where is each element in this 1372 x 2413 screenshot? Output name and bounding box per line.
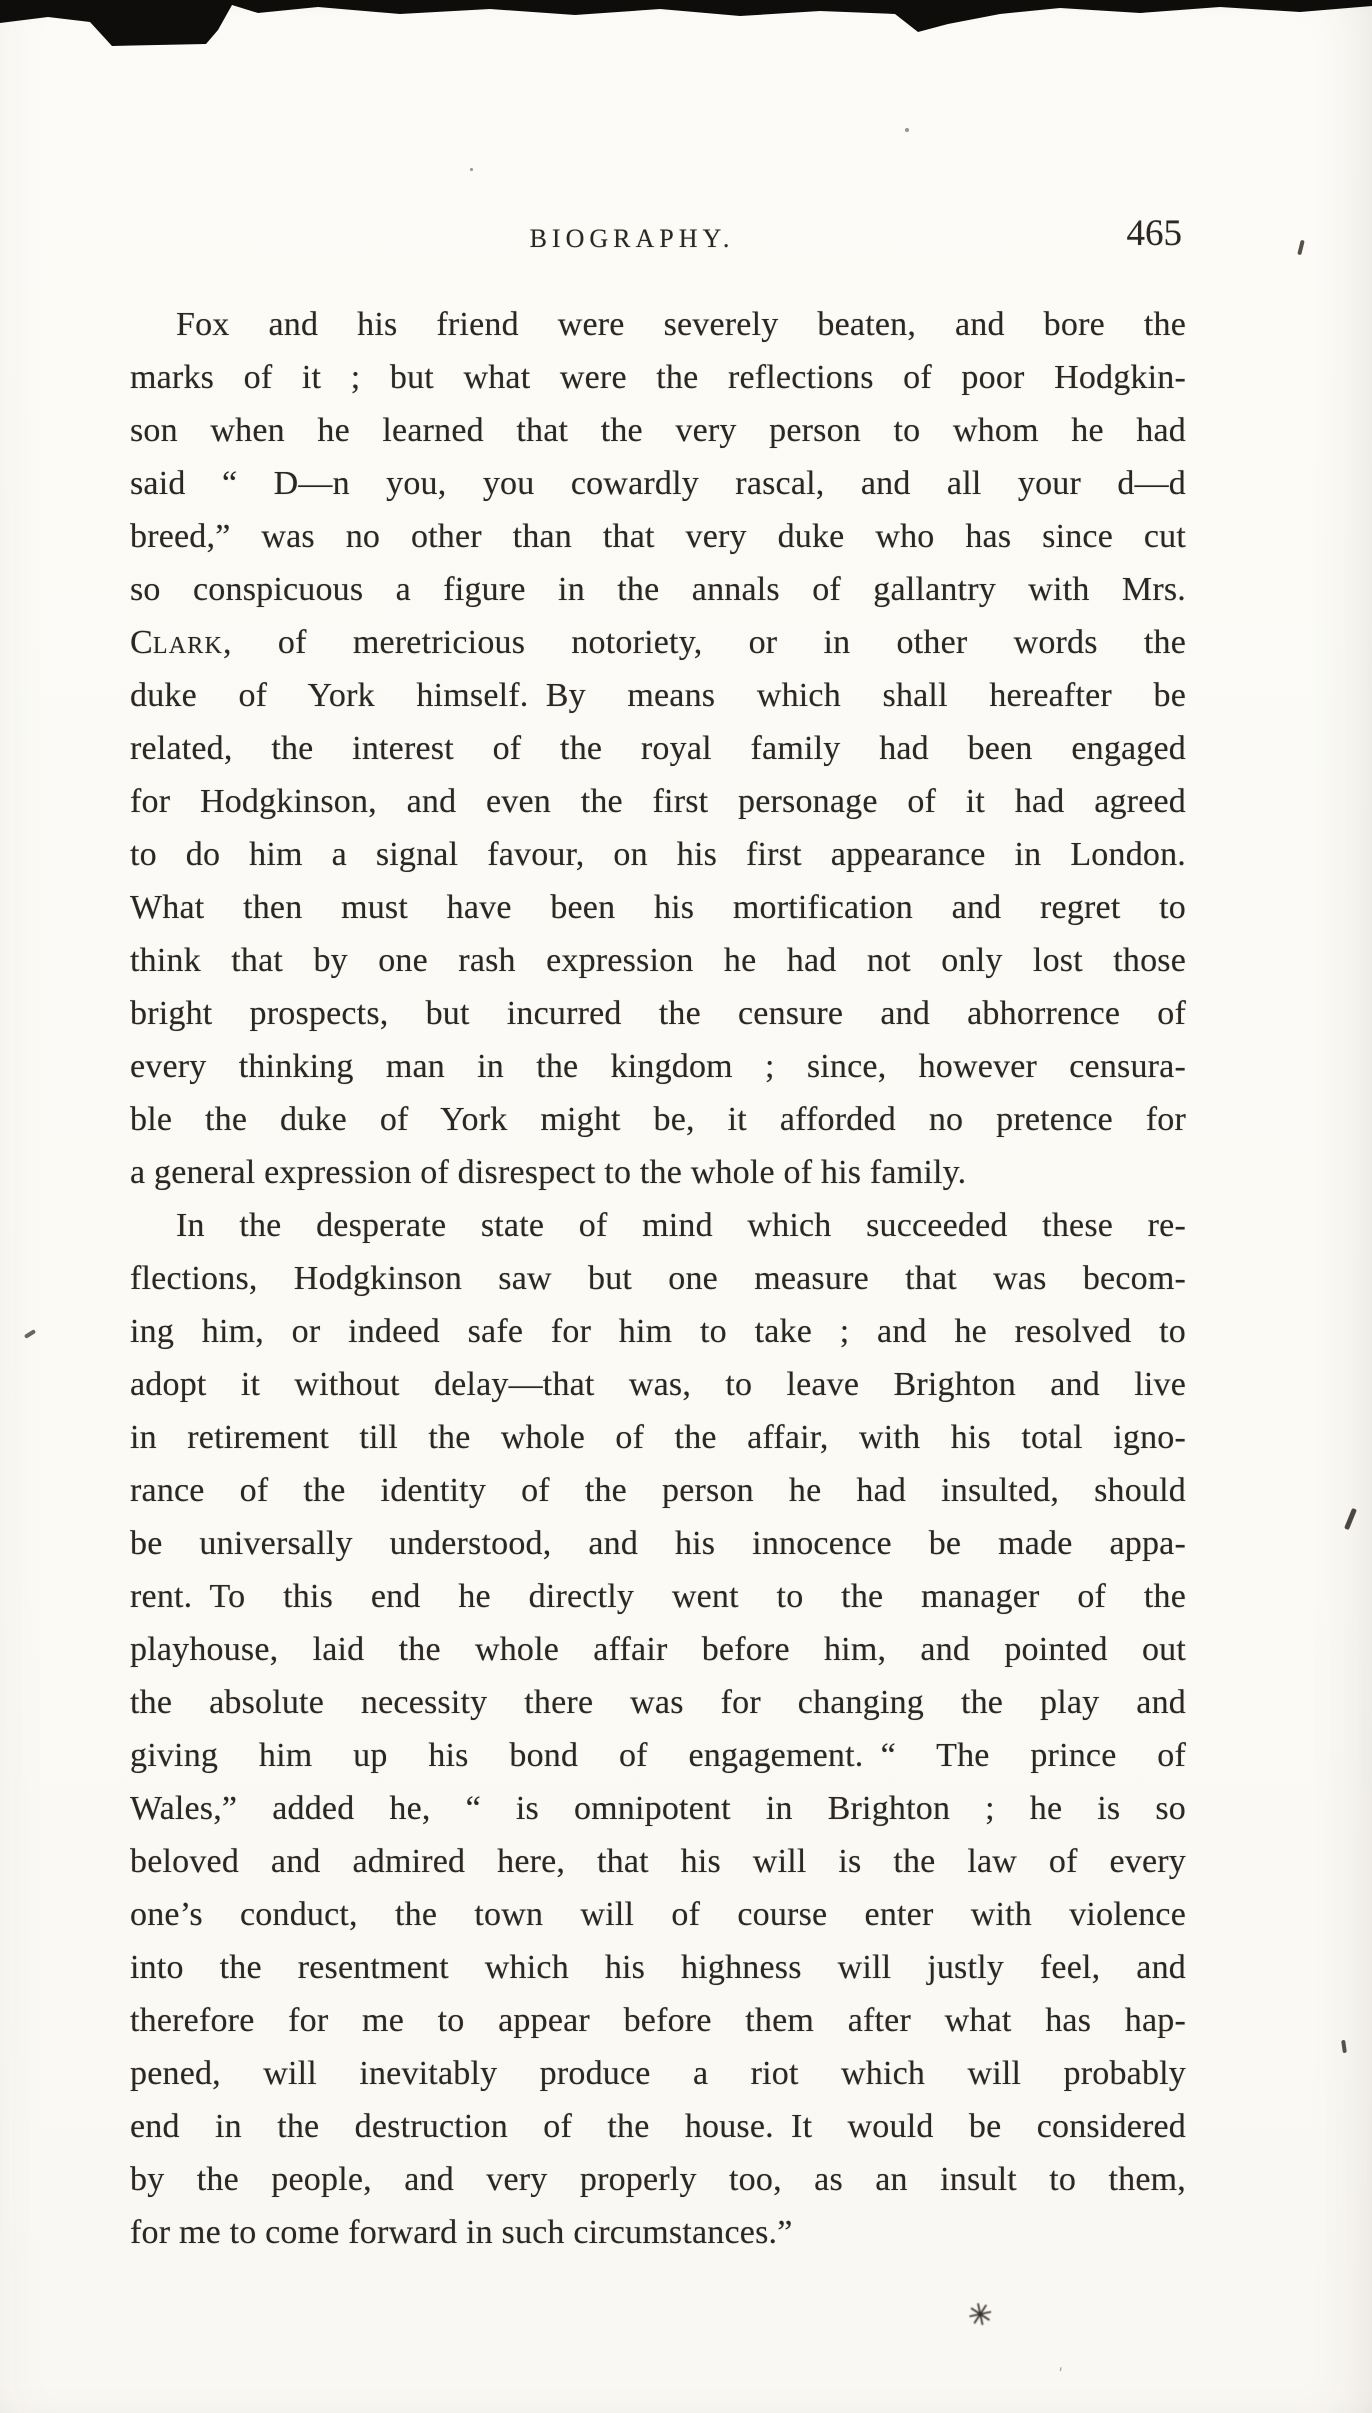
scan-artifact-mark — [24, 1329, 36, 1339]
text-line: Wales,” added he, “ is omnipotent in Brighton ; he is so — [130, 1790, 1186, 1827]
text-line: for Hodgkinson, and even the first personage of it had agreed — [130, 783, 1186, 820]
text-line: beloved and admired here, that his will is the law of every — [130, 1843, 1186, 1880]
text-line: one’s conduct, the town will of course enter with violence — [130, 1896, 1186, 1933]
text-line: a general expression of disrespect to the whole of his family. — [130, 1154, 967, 1191]
page-number: 465 — [1126, 213, 1182, 254]
text-line: breed,” was no other than that very duke who has since cut — [130, 518, 1186, 555]
page-header — [0, 0, 1372, 280]
paragraph — [130, 1199, 1186, 2259]
text-line: end in the destruction of the house. It would be considered — [130, 2108, 1186, 2145]
text-line: into the resentment which his highness will justly feel, and — [130, 1949, 1186, 1986]
text-line: What then must have been his mortification and regret to — [130, 889, 1186, 926]
text-line: therefore for me to appear before them after what has hap- — [130, 2002, 1186, 2039]
text-line: said “ D—n you, you cowardly rascal, and all your d—d — [130, 465, 1186, 502]
text-line: be universally understood, and his innocence be made appa- — [130, 1525, 1186, 1562]
text-line: by the people, and very properly too, as an insult to them, — [130, 2161, 1186, 2198]
scan-artifact-speck — [470, 168, 473, 171]
text-line: duke of York himself. By means which shall hereafter be — [130, 677, 1186, 714]
text-line: playhouse, laid the whole affair before him, and pointed out — [130, 1631, 1186, 1668]
scan-artifact-mark — [1344, 1508, 1357, 1530]
text-line: pened, will inevitably produce a riot which will probably — [130, 2055, 1186, 2092]
text-line: the absolute necessity there was for changing the play and — [130, 1684, 1186, 1721]
text-line: bright prospects, but incurred the censure and abhorrence of — [130, 995, 1186, 1032]
text-line: every thinking man in the kingdom ; since, however censura- — [130, 1048, 1186, 1085]
scan-artifact-squiggle: ˌ — [1056, 2345, 1068, 2373]
text-line: Fox and his friend were severely beaten, and bore the — [176, 306, 1186, 343]
text-line: to do him a signal favour, on his first appearance in London. — [130, 836, 1186, 873]
text-line: for me to come forward in such circumstances.” — [130, 2214, 793, 2251]
text-line: marks of it ; but what were the reflections of poor Hodgkin- — [130, 359, 1186, 396]
text-block — [130, 298, 1186, 2259]
text-line: ble the duke of York might be, it afforded no pretence for — [130, 1101, 1186, 1138]
text-line: so conspicuous a figure in the annals of gallantry with Mrs. — [130, 571, 1186, 608]
text-line: in retirement till the whole of the affair, with his total igno- — [130, 1419, 1186, 1456]
ink-blot-mark: ✳ — [964, 2296, 997, 2335]
text-line: Clark, of meretricious notoriety, or in other words the — [130, 624, 1186, 661]
text-line: In the desperate state of mind which succeeded these re- — [176, 1207, 1186, 1244]
scan-artifact-speck — [905, 128, 909, 132]
text-line: rent. To this end he directly went to the manager of the — [130, 1578, 1186, 1615]
scan-artifact-mark — [1341, 2040, 1347, 2053]
text-line: adopt it without delay—that was, to leave Brighton and live — [130, 1366, 1186, 1403]
running-title: BIOGRAPHY. — [529, 224, 735, 253]
text-line: giving him up his bond of engagement. “ The prince of — [130, 1737, 1186, 1774]
text-line: flections, Hodgkinson saw but one measure that was becom- — [130, 1260, 1186, 1297]
text-line: rance of the identity of the person he had insulted, should — [130, 1472, 1186, 1509]
text-line: son when he learned that the very person to whom he had — [130, 412, 1186, 449]
text-line: related, the interest of the royal family had been engaged — [130, 730, 1186, 767]
text-line: think that by one rash expression he had not only lost those — [130, 942, 1186, 979]
text-line: ing him, or indeed safe for him to take ; and he resolved to — [130, 1313, 1186, 1350]
paragraph — [130, 298, 1186, 1199]
